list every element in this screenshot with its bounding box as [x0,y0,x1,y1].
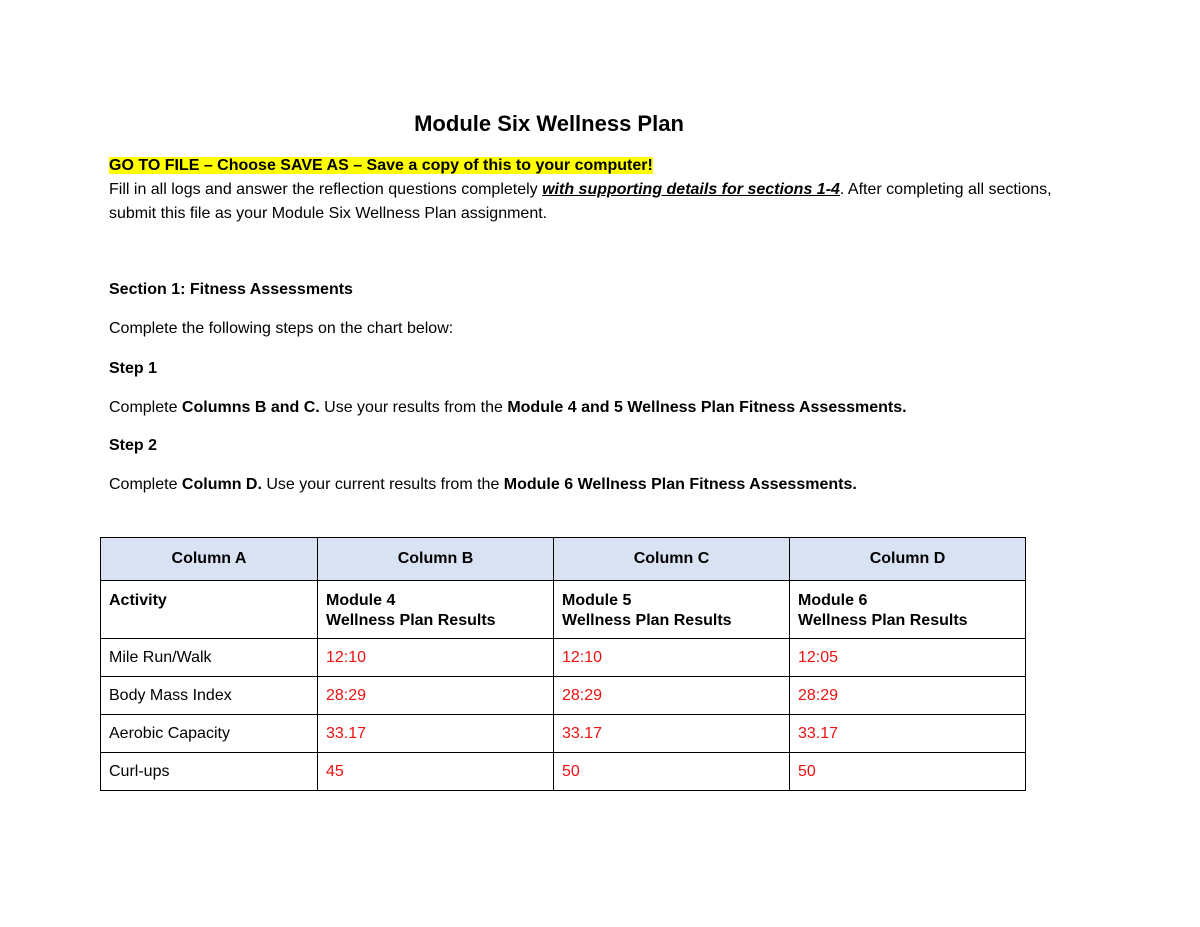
step-2-text-d: Module 6 Wellness Plan Fitness Assessments. [503,476,857,493]
module-5-result-cell[interactable]: 33.17 [554,715,790,753]
step-1-text [109,399,907,417]
step-2-text-a: Complete [109,476,182,493]
activity-cell[interactable]: Mile Run/Walk [101,639,318,677]
subheader-module-6-line1: Module 6 [798,592,868,609]
table-row [101,639,1026,677]
subheader-activity: Activity [101,581,318,639]
table-row [101,677,1026,715]
section-1-heading: Section 1: Fitness Assessments [109,281,353,298]
header-column-d: Column D [790,538,1026,581]
table-subheader-row [101,581,1026,639]
module-4-result-cell[interactable]: 28:29 [318,677,554,715]
module-6-result-cell[interactable]: 33.17 [790,715,1026,753]
module-4-result-cell[interactable]: 12:10 [318,639,554,677]
intro-paragraph [109,178,1089,226]
subheader-module-6 [790,581,1026,639]
table-header-row [101,538,1026,581]
header-column-a: Column A [101,538,318,581]
step-2-text-b: Column D. [181,476,262,493]
module-6-result-cell[interactable]: 12:05 [790,639,1026,677]
module-5-result-cell[interactable]: 28:29 [554,677,790,715]
intro-emphasis: with supporting details for sections 1-4 [542,181,840,198]
subheader-module-4-line2: Wellness Plan Results [326,612,496,629]
subheader-module-4-line1: Module 4 [326,592,396,609]
section-1-instruction: Complete the following steps on the chart below: [109,320,454,337]
module-4-result-cell[interactable]: 33.17 [318,715,554,753]
step-1-text-b: Columns B and C. [181,399,320,416]
module-4-result-cell[interactable]: 45 [318,753,554,791]
table-row [101,753,1026,791]
step-1-label: Step 1 [109,360,158,377]
step-2-label: Step 2 [109,437,158,454]
subheader-module-5 [554,581,790,639]
header-column-c: Column C [554,538,790,581]
fitness-assessment-table [100,537,1026,791]
subheader-module-4 [318,581,554,639]
module-5-result-cell[interactable]: 12:10 [554,639,790,677]
subheader-module-5-line1: Module 5 [562,592,632,609]
activity-cell[interactable]: Curl-ups [101,753,318,791]
save-notice [109,157,653,175]
step-1-text-d: Module 4 and 5 Wellness Plan Fitness Assessments. [507,399,907,416]
activity-cell[interactable]: Body Mass Index [101,677,318,715]
module-6-result-cell[interactable]: 50 [790,753,1026,791]
intro-text-start: Fill in all logs and answer the reflection questions completely [109,181,543,198]
save-notice-text: GO TO FILE – Choose SAVE AS – Save a copy of this to your computer! [109,157,653,174]
step-1-text-a: Complete [109,399,182,416]
step-2-text-c: Use your current results from the [261,476,504,493]
intro-text-end: . After completing all sections, submit this file as your Module Six Wellness Plan assignment. [109,181,1052,222]
module-5-result-cell[interactable]: 50 [554,753,790,791]
subheader-module-6-line2: Wellness Plan Results [798,612,968,629]
step-1-text-c: Use your results from the [319,399,508,416]
activity-cell[interactable]: Aerobic Capacity [101,715,318,753]
subheader-module-5-line2: Wellness Plan Results [562,612,732,629]
table-row [101,715,1026,753]
document-title: Module Six Wellness Plan [414,111,684,136]
module-6-result-cell[interactable]: 28:29 [790,677,1026,715]
header-column-b: Column B [318,538,554,581]
step-2-text [109,476,857,494]
